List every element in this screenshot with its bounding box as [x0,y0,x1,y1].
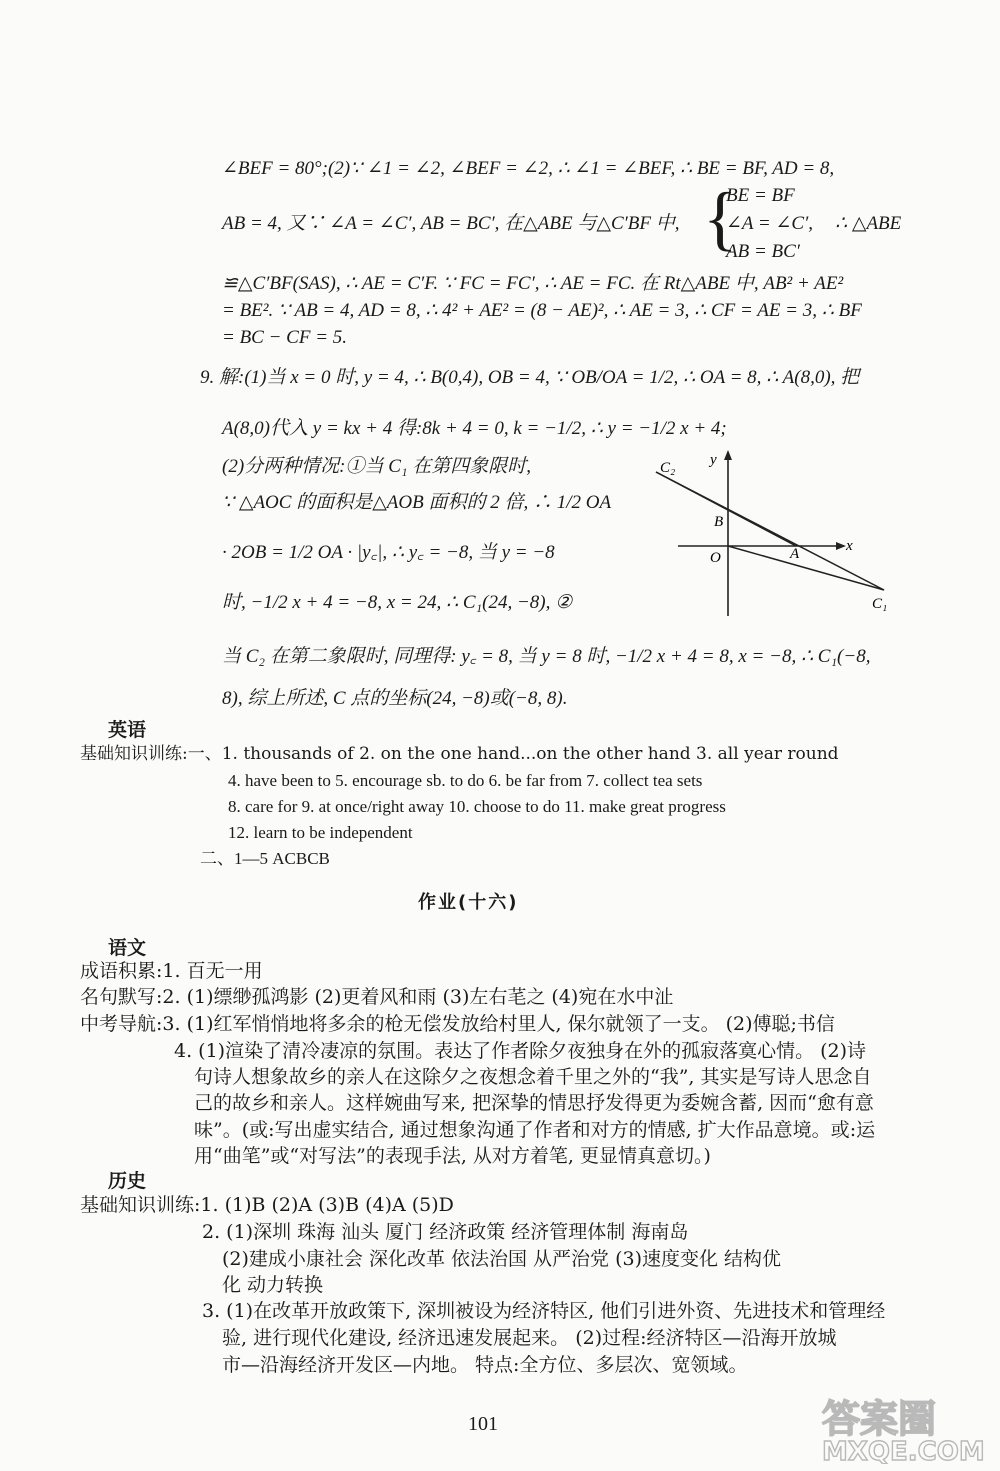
math-line-9: ∵ △AOC 的面积是△AOB 面积的 2 倍, ∴ 1/2 OA [222,492,612,513]
chinese-line-7: 味”。(或:写出虚实结合, 通过想象沟通了作者和对方的情感, 扩大作品意境。或:运 [194,1119,876,1141]
history-line-5: 3. (1)在改革开放政策下, 深圳被设为经济特区, 他们引进外资、先进技术和管理经 [202,1300,886,1322]
y-axis-arrow-icon [724,450,732,460]
math-line-6: 9. 解:(1)当 x = 0 时, y = 4, ∴ B(0,4), OB = 4, ∵ OB/OA = 1/2, ∴ OA = 8, ∴ A(8,0), 把 [200,367,860,388]
history-heading: 历史 [108,1170,147,1192]
english-line-3: 8. care for 9. at once/right away 10. choose to do 11. make great progress [228,797,726,816]
chinese-line-8: 用“曲笔”或“对写法”的表现手法, 从对方着笔, 更显情真意切。) [194,1145,711,1167]
chinese-line-6: 己的故乡和亲人。这样婉曲写来, 把深挚的情思抒发得更为委婉含蓄, 因而“愈有意 [194,1092,874,1114]
math-line-4: = BE². ∵ AB = 4, AD = 8, ∴ 4² + AE² = (8 − AE)², ∴ AE = 3, ∴ CF = AE = 3, ∴ BF [222,300,862,321]
history-line-3: (2)建成小康社会 深化改革 依法治国 从严治党 (3)速度变化 结构优 [222,1248,782,1270]
line-c2-a [656,472,796,546]
label-a: A [790,546,800,562]
chinese-line-2: 名句默写:2. (1)缥缈孤鸿影 (2)更着风和雨 (3)左右芼之 (4)宛在水中沚 [80,986,674,1008]
label-c1: C₁ [872,596,888,612]
history-line-2: 2. (1)深圳 珠海 汕头 厦门 经济政策 经济管理体制 海南岛 [202,1221,689,1243]
math-line-1: ∠BEF = 80°;(2)∵ ∠1 = ∠2, ∠BEF = ∠2, ∴ ∠1 = ∠BEF, ∴ BE = BF, AD = 8, [222,158,835,179]
history-line-4: 化 动力转换 [222,1274,324,1296]
system-eq-2: ∠A = ∠C′, [726,213,814,234]
watermark-top: 答案圈 [822,1397,937,1441]
label-x: x [846,538,853,554]
history-line-1: 基础知识训练:1. (1)B (2)A (3)B (4)A (5)D [80,1194,454,1216]
coordinate-graph [648,448,900,640]
english-heading: 英语 [108,719,147,741]
history-line-7: 市—沿海经济开发区—内地。 特点:全方位、多层次、宽领域。 [222,1354,748,1376]
chinese-line-3: 中考导航:3. (1)红军悄悄地将多余的枪无偿发放给村里人, 保尔就领了一支。 (2)傅聪;书信 [80,1013,835,1035]
math-line-3: ≌△C′BF(SAS), ∴ AE = C′F. ∵ FC = FC′, ∴ AE = FC. 在 Rt△ABE 中, AB² + AE² [222,273,844,294]
label-c2: C₂ [660,460,676,476]
chinese-line-4: 4. (1)渲染了清冷凄凉的氛围。表达了作者除夕夜独身在外的孤寂落寞心情。 (2)诗 [174,1040,867,1062]
math-line-2-end: ∴ △ABE [835,213,902,234]
chinese-heading: 语文 [108,937,147,959]
label-o: O [710,550,721,566]
english-line-4: 12. learn to be independent [228,823,413,842]
english-line-1: 基础知识训练:一、1. thousands of 2. on the one hand...on the other hand 3. all year round [80,744,839,764]
watermark-logo [816,1392,986,1464]
math-line-11: 时, −1/2 x + 4 = −8, x = 24, ∴ C₁(24, −8), ② [222,592,573,613]
chinese-line-5: 句诗人想象故乡的亲人在这除夕之夜想念着千里之外的“我”, 其实是写诗人思念自 [194,1066,872,1088]
math-line-10: · 2OB = 1/2 OA · |y꜀|, ∴ y꜀ = −8, 当 y = −8 [222,542,555,563]
math-line-13: 8), 综上所述, C 点的坐标(24, −8)或(−8, 8). [222,688,568,709]
system-eq-1: BE = BF [726,185,795,206]
x-axis-arrow-icon [836,542,846,550]
chinese-line-1: 成语积累:1. 百无一用 [80,960,263,982]
english-line-2: 4. have been to 5. encourage sb. to do 6. be far from 7. collect tea sets [228,771,703,790]
watermark-bottom: MXQE.COM [822,1437,985,1464]
homework-title: 作业(十六) [418,892,519,913]
line-o-c1 [728,546,884,590]
english-line-5: 二、1—5 ACBCB [200,849,330,868]
math-line-5: = BC − CF = 5. [222,327,348,348]
page-number: 101 [468,1413,498,1435]
system-eq-3: AB = BC′ [726,241,800,262]
history-line-6: 验, 进行现代化建设, 经济迅速发展起来。 (2)过程:经济特区—沿海开放城 [222,1327,837,1349]
label-y: y [710,452,717,468]
label-b: B [714,514,724,530]
math-line-8: (2)分两种情况:①当 C₁ 在第四象限时, [222,456,532,477]
system-brace: { [703,178,738,258]
math-line-7: A(8,0)代入 y = kx + 4 得:8k + 4 = 0, k = −1/2, ∴ y = −1/2 x + 4; [222,418,727,439]
math-line-12: 当 C₂ 在第二象限时, 同理得: y꜀ = 8, 当 y = 8 时, −1/2 x + 4 = 8, x = −8, ∴ C₁(−8, [222,646,871,667]
math-line-2: AB = 4, 又∵ ∠A = ∠C′, AB = BC′, 在△ABE 与△C′BF 中, [222,213,680,234]
